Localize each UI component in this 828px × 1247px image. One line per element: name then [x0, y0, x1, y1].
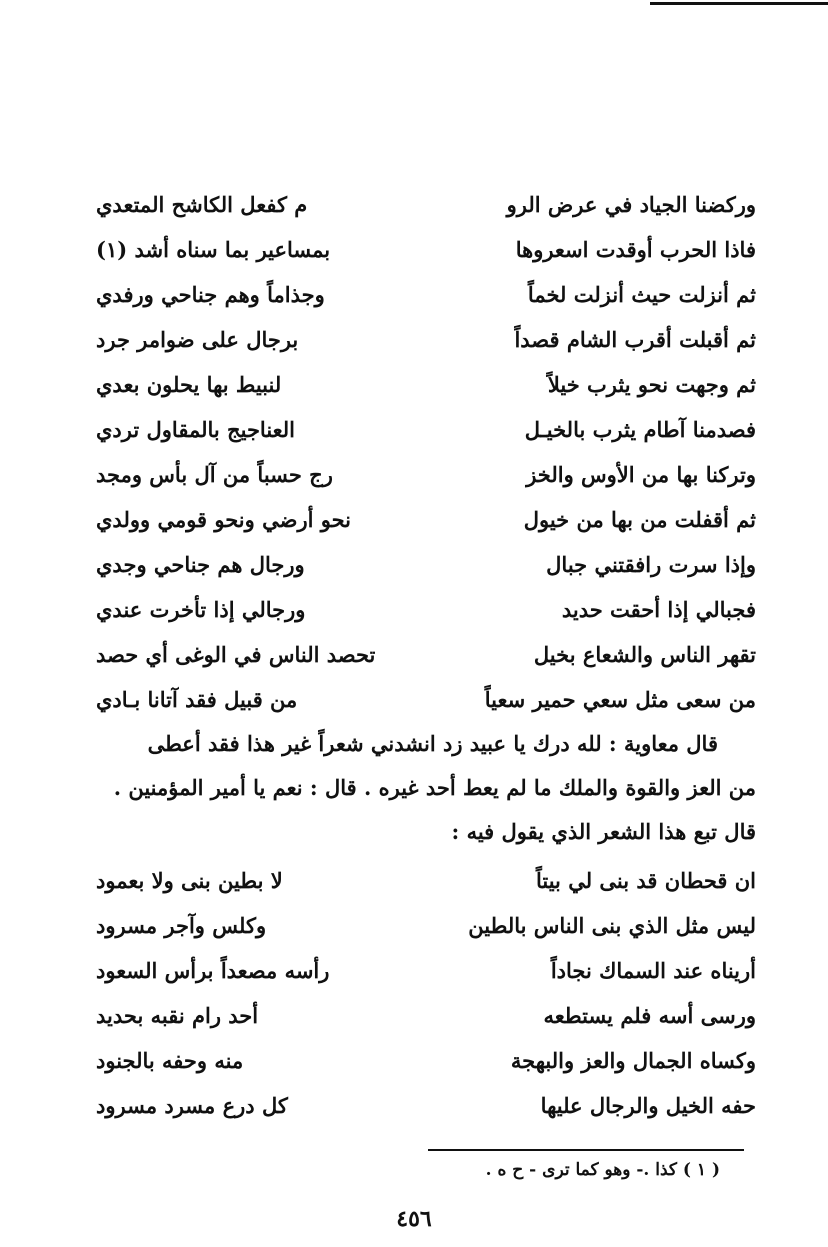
footnote: ( ١ ) كذا .- وهو كما ترى - ح ه .	[485, 1160, 720, 1180]
verse-line	[96, 1083, 756, 1128]
prose-line: قال تبع هذا الشعر الذي يقول فيه :	[451, 819, 756, 844]
hemistich-first: حفه الخيل والرجال عليها	[540, 1093, 756, 1118]
verse-line	[96, 452, 756, 497]
hemistich-second: ورجال هم جناحي وجدي	[96, 552, 305, 577]
verse-line	[96, 858, 756, 903]
verse-line	[96, 227, 756, 272]
hemistich-first: وإذا سرت رافقتني جبال	[546, 552, 756, 577]
hemistich-first: من سعى مثل سعي حمير سعياً	[484, 687, 756, 712]
hemistich-second: لنبيط بها يحلون بعدي	[96, 372, 282, 397]
corner-rule	[650, 2, 828, 5]
hemistich-first: ثم أقبلت أقرب الشام قصداً	[514, 327, 756, 352]
hemistich-first: تقهر الناس والشعاع بخيل	[533, 642, 756, 667]
prose-block	[96, 722, 756, 854]
verse-line	[96, 407, 756, 452]
verse-line	[96, 1038, 756, 1083]
footnote-rule	[428, 1149, 744, 1151]
verse-line	[96, 677, 756, 722]
hemistich-second: وجذاماً وهم جناحي ورفدي	[96, 282, 325, 307]
hemistich-first: فجبالي إذا أحقت حديد	[561, 597, 756, 622]
hemistich-first: فصدمنا آطام يثرب بالخيـل	[524, 417, 756, 442]
verse-line	[96, 632, 756, 677]
hemistich-first: ثم أقفلت من بها من خيول	[523, 507, 756, 532]
verse-line	[96, 497, 756, 542]
verse-line	[96, 993, 756, 1038]
hemistich-second: ورجالي إذا تأخرت عندي	[96, 597, 306, 622]
hemistich-second: م كفعل الكاشح المتعدي	[96, 192, 308, 217]
hemistich-first: ثم أنزلت حيث أنزلت لخماً	[527, 282, 756, 307]
verse-line	[96, 182, 756, 227]
hemistich-first: ان قحطان قد بنى لي بيتاً	[535, 868, 756, 893]
hemistich-second: كل درع مسرد مسرود	[96, 1093, 288, 1118]
hemistich-first: وتركنا بها من الأوس والخز	[526, 462, 756, 487]
page-body	[96, 182, 756, 1128]
hemistich-first: ثم وجهت نحو يثرب خيلاً	[547, 372, 756, 397]
hemistich-second: لا بطين بنى ولا بعمود	[96, 868, 283, 893]
prose-line: من العز والقوة والملك ما لم يعط أحد غيره . قال : نعم يا أمير المؤمنين .	[113, 775, 756, 800]
hemistich-second: بمساعير بما سناه أشد (١)	[96, 237, 331, 262]
poem-1	[96, 182, 756, 722]
verse-line	[96, 542, 756, 587]
hemistich-second: برجال على ضوامر جرد	[96, 327, 299, 352]
hemistich-second: وكلس وآجر مسرود	[96, 913, 267, 938]
hemistich-second: تحصد الناس في الوغى أي حصد	[96, 642, 376, 667]
hemistich-first: وركضنا الجياد في عرض الرو	[506, 192, 756, 217]
hemistich-first: ليس مثل الذي بنى الناس بالطين	[468, 913, 756, 938]
hemistich-second: منه وحفه بالجنود	[96, 1048, 244, 1073]
hemistich-second: من قبيل فقد آتانا بـادي	[96, 687, 298, 712]
hemistich-second: نحو أرضي ونحو قومي وولدي	[96, 507, 351, 532]
hemistich-first: فاذا الحرب أوقدت اسعروها	[515, 237, 756, 262]
hemistich-second: رأسه مصعداً برأس السعود	[96, 958, 330, 983]
hemistich-second: العناجيج بالمقاول تردي	[96, 417, 296, 442]
verse-line	[96, 948, 756, 993]
verse-line	[96, 317, 756, 362]
hemistich-second: رج حسباً من آل بأس ومجد	[96, 462, 333, 487]
hemistich-second: أحد رام نقبه بحديد	[96, 1003, 259, 1028]
poem-2	[96, 858, 756, 1128]
hemistich-first: وكساه الجمال والعز والبهجة	[510, 1048, 756, 1073]
hemistich-first: ورسى أسه فلم يستطعه	[543, 1003, 756, 1028]
verse-line	[96, 903, 756, 948]
verse-line	[96, 587, 756, 632]
page-number: ٤٥٦	[396, 1206, 432, 1232]
verse-line	[96, 362, 756, 407]
hemistich-first: أريناه عند السماك نجاداً	[550, 958, 756, 983]
prose-line: قال معاوية : لله درك يا عبيد زد انشدني شعراً غير هذا فقد أعطى	[147, 731, 718, 756]
verse-line	[96, 272, 756, 317]
